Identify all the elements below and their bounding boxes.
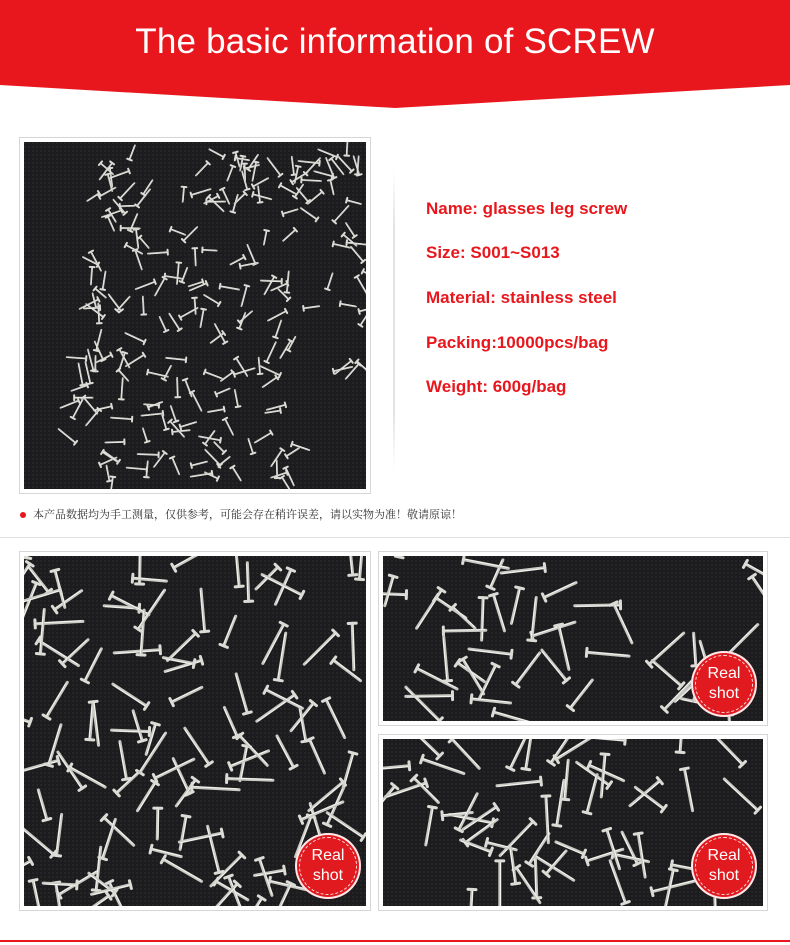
real-shot-badge [691, 651, 757, 717]
real-shot-badge [691, 833, 757, 899]
badge-line1: Real [707, 665, 741, 682]
main-product-photo [24, 142, 366, 489]
measurement-note: 本产品数据均为手工测量，仅供参考，可能会存在稍许误差，请以实物为准！敬请原谅！ [33, 508, 462, 521]
spec-size: Size: S001~S013 [426, 243, 560, 262]
spec-weight: Weight: 600g/bag [426, 377, 567, 396]
banner-title: The basic information of SCREW [135, 22, 655, 61]
real-shot-badge [295, 833, 361, 899]
badge-line2: shot [312, 867, 344, 884]
badge-line1: Real [311, 847, 345, 864]
spec-material: Material: stainless steel [426, 288, 617, 307]
badge-line1: Real [707, 847, 741, 864]
header-banner [0, 0, 790, 110]
badge-line2: shot [708, 685, 740, 702]
section-separator [0, 537, 790, 538]
footer-rule [0, 940, 790, 942]
badge-line2: shot [708, 867, 740, 884]
divider [393, 170, 395, 470]
spec-packing: Packing:10000pcs/bag [426, 333, 609, 352]
bullet-icon [20, 512, 26, 518]
spec-name: Name: glasses leg screw [426, 199, 628, 218]
